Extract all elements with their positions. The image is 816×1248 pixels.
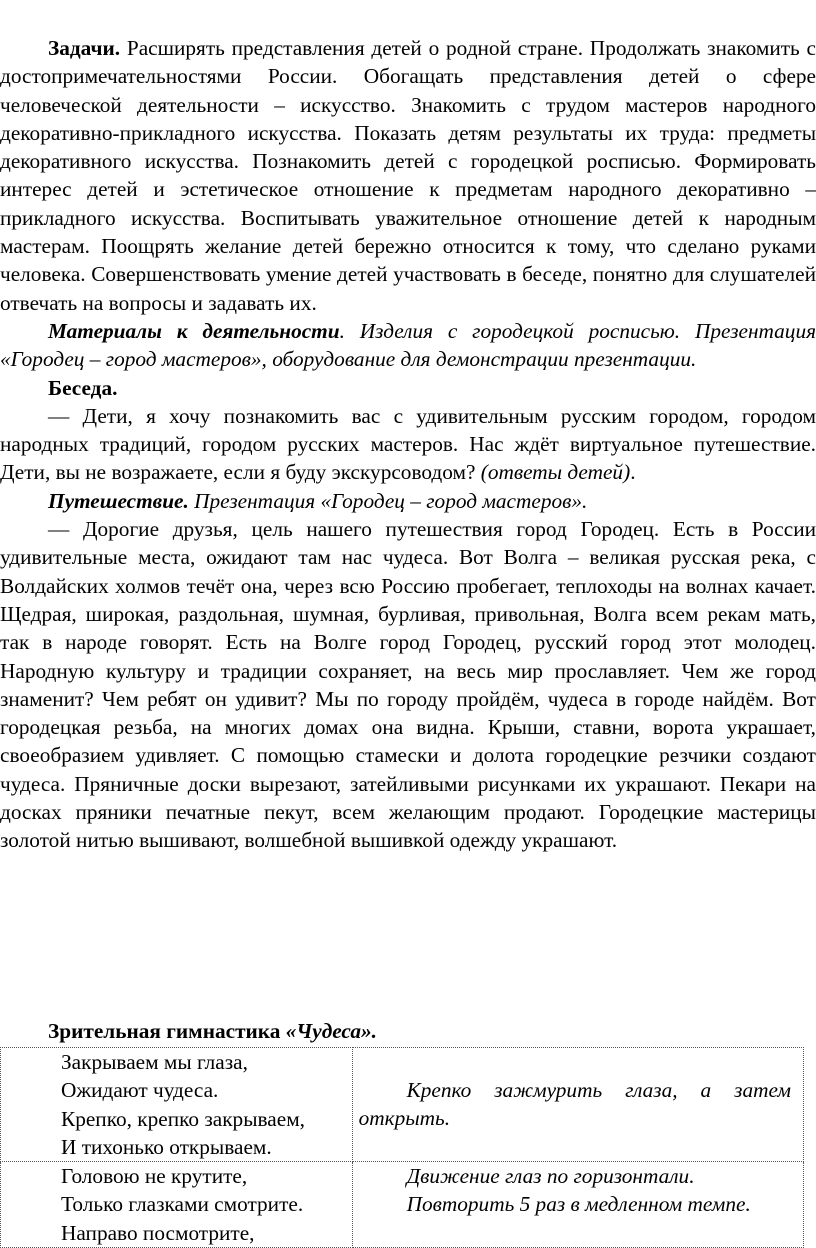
journey-label: Путешествие. [48, 488, 189, 513]
instruction-line: Движение глаз по горизонтали. [406, 1164, 695, 1189]
poem-line: Только глазками смотрите. [61, 1192, 304, 1217]
materials-label: Материалы к деятельности [48, 318, 340, 343]
tasks-paragraph [0, 34, 816, 317]
gymnastics-heading-prefix: Зрительная гимнастика [48, 1019, 286, 1043]
journey-intro [0, 487, 816, 515]
poem-line: Головою не крутите, [61, 1164, 248, 1189]
journey-text: Презентация «Городец – город мастеров». [194, 488, 588, 513]
tasks-text: Расширять представления детей о родной стране. Продолжать знакомить с достопримечательностями России. Обогащать представления детей о сфере человеческой деятельности – искусство. Знакомить с трудом мастеров народного декоративно-прикладного искусства. Показать детям результаты их труда: предметы декоративного искусства. Познакомить детей с городецкой росписью. Формировать интерес детей и эстетическое отношение к предметам народного декоративно – прикладного искусства. Воспитывать уважительное отношение детей к народным мастерам. Поощрять желание детей бережно относится к тому, что сделано руками человека. Совершенствовать умение детей участвовать в беседе, понятно для слушателей отвечать на вопросы и задавать их. [0, 36, 816, 315]
tasks-label: Задачи. [48, 36, 121, 60]
instruction-line: Крепко зажмурить глаза, а затем открыть. [358, 1078, 791, 1131]
poem-line: Закрываем мы глаза, [61, 1050, 248, 1074]
instruction-cell [352, 1162, 803, 1248]
poem-line: Крепко, крепко закрываем, [61, 1106, 305, 1131]
conversation-speech: — Дети, я хочу познакомить вас с удивительным русским городом, городом народных традиций, городом русских мастеров. Нас ждёт виртуальное путешествие. Дети, вы не возражаете, если я буду экскурсоводом? [0, 403, 816, 485]
materials-text: Изделия с городецкой росписью. Презентация «Городец – город мастеров», оборудование для демонстрации презентации. [0, 318, 816, 372]
instruction-line: Повторить 5 раз в медленном темпе. [406, 1192, 751, 1217]
gymnastics-heading [48, 1017, 377, 1045]
conversation-paragraph: — Дети, я хочу познакомить вас с удивительным русским городом, городом народных традиций, городом русских мастеров. Нас ждёт виртуальное путешествие. Дети, вы не возражаете, если я буду экскурсоводом? (ответы детей). [0, 403, 816, 485]
poem-cell [1, 1048, 353, 1162]
document-body [0, 34, 816, 855]
gymnastics-table [0, 1047, 804, 1248]
table-row [1, 1162, 804, 1248]
poem-line: И тихонько открываем. [61, 1134, 272, 1159]
table-row [1, 1048, 804, 1162]
conversation-note: (ответы детей) [480, 460, 631, 485]
gymnastics-heading-title: «Чудеса». [285, 1019, 377, 1043]
materials-paragraph: Материалы к деятельности. Изделия с городецкой росписью. Презентация «Городец – город мастеров», оборудование для демонстрации презентации. [0, 318, 816, 372]
poem-cell [1, 1162, 353, 1248]
journey-paragraph: — Дорогие друзья, цель нашего путешествия город Городец. Есть в России удивительные места, ожидают там нас чудеса. Вот Волга – великая русская река, с Волдайских холмов течёт она, через всю Россию пробегает, теплоходы на волнах качает. Щедрая, широкая, раздольная, шумная, бурливая, привольная, Волга всем рекам мать, так в народе говорят. Есть на Волге город Городец, русский город этот молодец. Народную культуру и традиции сохраняет, на весь мир прославляет. Чем же город знаменит? Чем ребят он удивит? Мы по городу пройдём, чудеса в городе найдём. Вот городецкая резьба, на многих домах она видна. Крыши, ставни, ворота украшает, своеобразием удивляет. С помощью стамески и долота городецкие резчики создают чудеса. Пряничные доски вырезают, затейливыми рисунками их украшают. Пекари на досках пряники печатные пекут, всем желающим продают. Городецкие мастерицы золотой нитью вышивают, волшебной вышивкой одежду украшают. [0, 517, 816, 853]
instruction-cell [352, 1048, 803, 1162]
poem-line: Ожидают чудеса. [61, 1078, 219, 1103]
conversation-heading: Беседа. [48, 375, 118, 400]
poem-line: Направо посмотрите, [61, 1220, 255, 1245]
